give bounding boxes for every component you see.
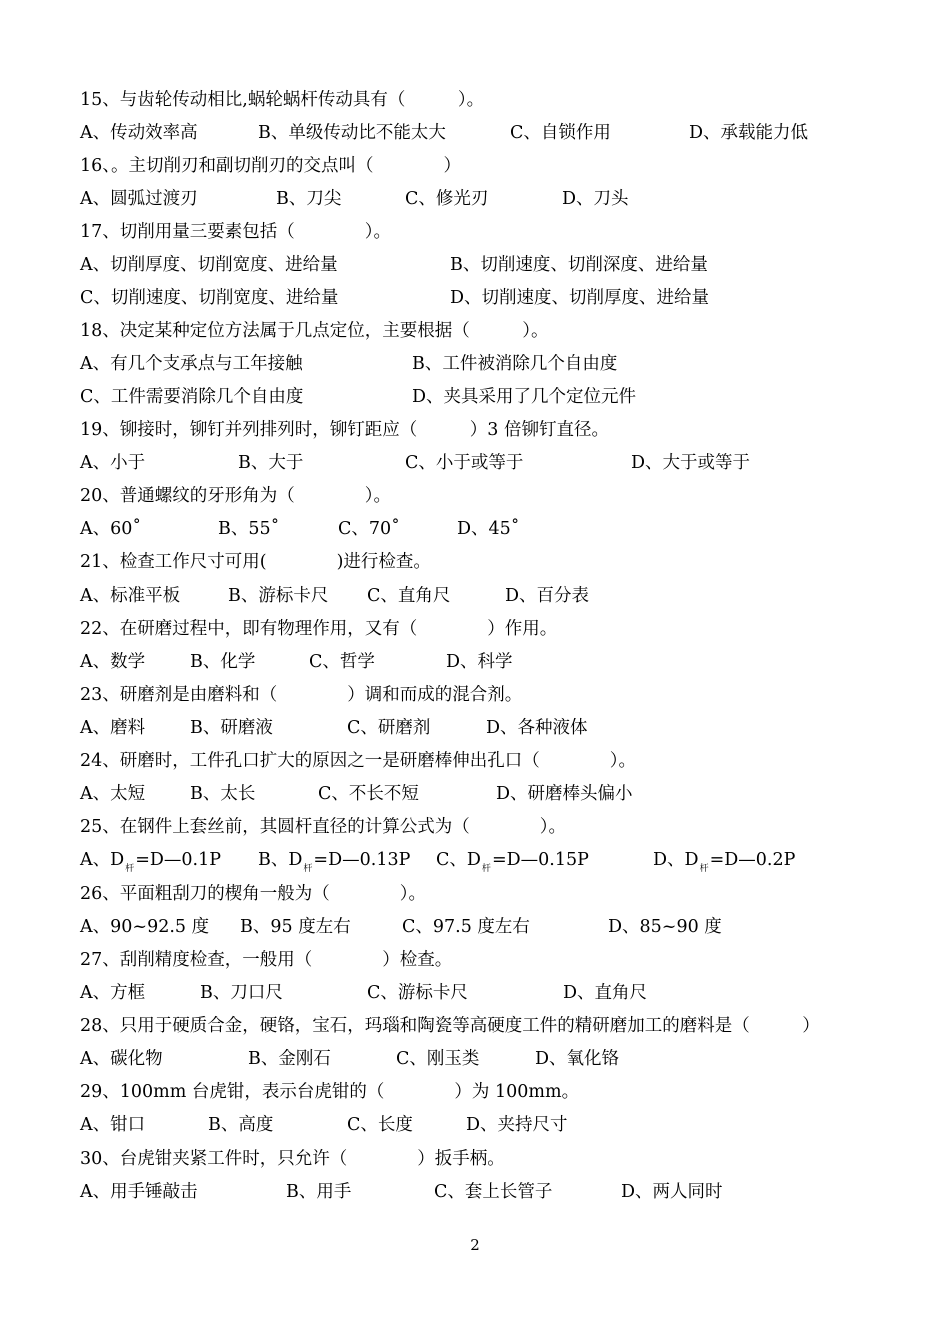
- question-29-stem: 29、100mm 台虎钳，表示台虎钳的（ ）为 100mm。: [80, 1082, 580, 1102]
- option-c: C、70˚: [338, 519, 400, 539]
- question-27-stem: 27、刮削精度检查，一般用（ ）检查。: [80, 950, 453, 970]
- option-d: D、直角尺: [563, 983, 648, 1003]
- question-26-stem: 26、平面粗刮刀的楔角一般为（ ）。: [80, 884, 427, 904]
- option-b: B、切削速度、切削深度、进给量: [450, 255, 708, 275]
- option-b: B、刀口尺: [200, 983, 283, 1003]
- option-d: D、切削速度、切削厚度、进给量: [450, 288, 710, 308]
- option-c: C、游标卡尺: [367, 983, 468, 1003]
- question-23-stem: 23、研磨剂是由磨料和（ ）调和而成的混合剂。: [80, 685, 523, 705]
- question-25-stem: 25、在钢件上套丝前，其圆杆直径的计算公式为（ ）。: [80, 817, 567, 837]
- option-a: A、60˚: [80, 519, 142, 539]
- option-b: B、金刚石: [248, 1049, 331, 1069]
- option-d: D、两人同时: [621, 1182, 723, 1202]
- option-b: B、单级传动比不能太大: [258, 123, 446, 143]
- option-c: C、切削速度、切削宽度、进给量: [80, 288, 339, 308]
- question-30-stem: 30、台虎钳夹紧工件时，只允许（ ）扳手柄。: [80, 1149, 505, 1169]
- option-b: B、$D_杆=D—0.13P$: [258, 850, 411, 874]
- option-c: C、不长不短: [318, 784, 419, 804]
- option-a: A、圆弧过渡刃: [80, 189, 198, 209]
- question-20-stem: 20、普通螺纹的牙形角为（ ）。: [80, 486, 392, 506]
- question-18-stem: 18、决定某种定位方法属于几点定位，主要根据（ ）。: [80, 321, 549, 341]
- option-d: D、氧化铬: [535, 1049, 620, 1069]
- option-c: C、工件需要消除几个自由度: [80, 387, 304, 407]
- option-b: B、用手: [286, 1182, 352, 1202]
- option-b: B、55˚: [218, 519, 280, 539]
- option-b: B、大于: [238, 453, 304, 473]
- question-28-stem: 28、只用于硬质合金，硬铬，宝石，玛瑙和陶瓷等高硬度工件的精研磨加工的磨料是（ ）: [80, 1016, 820, 1036]
- option-c: C、自锁作用: [510, 123, 611, 143]
- option-d: D、$D_杆=D—0.2P$: [653, 850, 796, 874]
- option-b: B、化学: [190, 652, 256, 672]
- option-a: A、数学: [80, 652, 146, 672]
- option-a: A、用手锤敲击: [80, 1182, 198, 1202]
- option-d: D、夹持尺寸: [466, 1115, 568, 1135]
- option-d: D、各种液体: [486, 718, 588, 738]
- option-b: B、高度: [208, 1115, 274, 1135]
- question-24-stem: 24、研磨时，工件孔口扩大的原因之一是研磨棒伸出孔口（ ）。: [80, 751, 637, 771]
- question-19-stem: 19、铆接时，铆钉并列排列时，铆钉距应（ ）3 倍铆钉直径。: [80, 420, 609, 440]
- option-c: C、套上长管子: [434, 1182, 553, 1202]
- option-a: A、小于: [80, 453, 146, 473]
- option-a: A、钳口: [80, 1115, 146, 1135]
- option-c: C、修光刃: [405, 189, 489, 209]
- question-16-stem: 16、。主切削刃和副切削刃的交点叫（ ）: [80, 156, 462, 176]
- option-c: C、刚玉类: [396, 1049, 480, 1069]
- question-21-stem: 21、检查工作尺寸可用( )进行检查。: [80, 552, 431, 572]
- option-b: B、工件被消除几个自由度: [412, 354, 618, 374]
- option-a: A、标准平板: [80, 586, 181, 606]
- option-a: A、方框: [80, 983, 146, 1003]
- page-number: 2: [470, 1236, 480, 1254]
- question-15-stem: 15、与齿轮传动相比,蜗轮蜗杆传动具有（ ）。: [80, 90, 485, 110]
- option-d: D、夹具采用了几个定位元件: [412, 387, 637, 407]
- option-d: D、85~90 度: [608, 917, 722, 937]
- option-a: A、$D_杆=D—0.1P$: [80, 850, 221, 874]
- option-c: C、长度: [347, 1115, 413, 1135]
- option-b: B、95 度左右: [240, 917, 351, 937]
- option-a: A、碳化物: [80, 1049, 163, 1069]
- option-c: C、哲学: [309, 652, 375, 672]
- option-c: C、97.5 度左右: [402, 917, 530, 937]
- option-d: D、研磨棒头偏小: [496, 784, 633, 804]
- option-d: D、百分表: [505, 586, 590, 606]
- option-a: A、太短: [80, 784, 146, 804]
- option-a: A、90~92.5 度: [80, 917, 210, 937]
- question-17-stem: 17、切削用量三要素包括（ ）。: [80, 222, 392, 242]
- option-a: A、切削厚度、切削宽度、进给量: [80, 255, 338, 275]
- option-d: D、大于或等于: [631, 453, 751, 473]
- option-d: D、承载能力低: [689, 123, 809, 143]
- option-c: C、研磨剂: [347, 718, 431, 738]
- option-b: B、研磨液: [190, 718, 273, 738]
- option-b: B、游标卡尺: [228, 586, 329, 606]
- option-d: D、科学: [446, 652, 513, 672]
- option-a: A、传动效率高: [80, 123, 198, 143]
- option-d: D、45˚: [457, 519, 520, 539]
- option-c: C、直角尺: [367, 586, 451, 606]
- option-a: A、磨料: [80, 718, 146, 738]
- option-c: C、$D_杆=D—0.15P$: [436, 850, 589, 874]
- option-d: D、刀头: [562, 189, 629, 209]
- option-b: B、刀尖: [276, 189, 342, 209]
- question-22-stem: 22、在研磨过程中，即有物理作用，又有（ ）作用。: [80, 619, 558, 639]
- option-a: A、有几个支承点与工年接触: [80, 354, 303, 374]
- option-b: B、太长: [190, 784, 256, 804]
- option-c: C、小于或等于: [405, 453, 524, 473]
